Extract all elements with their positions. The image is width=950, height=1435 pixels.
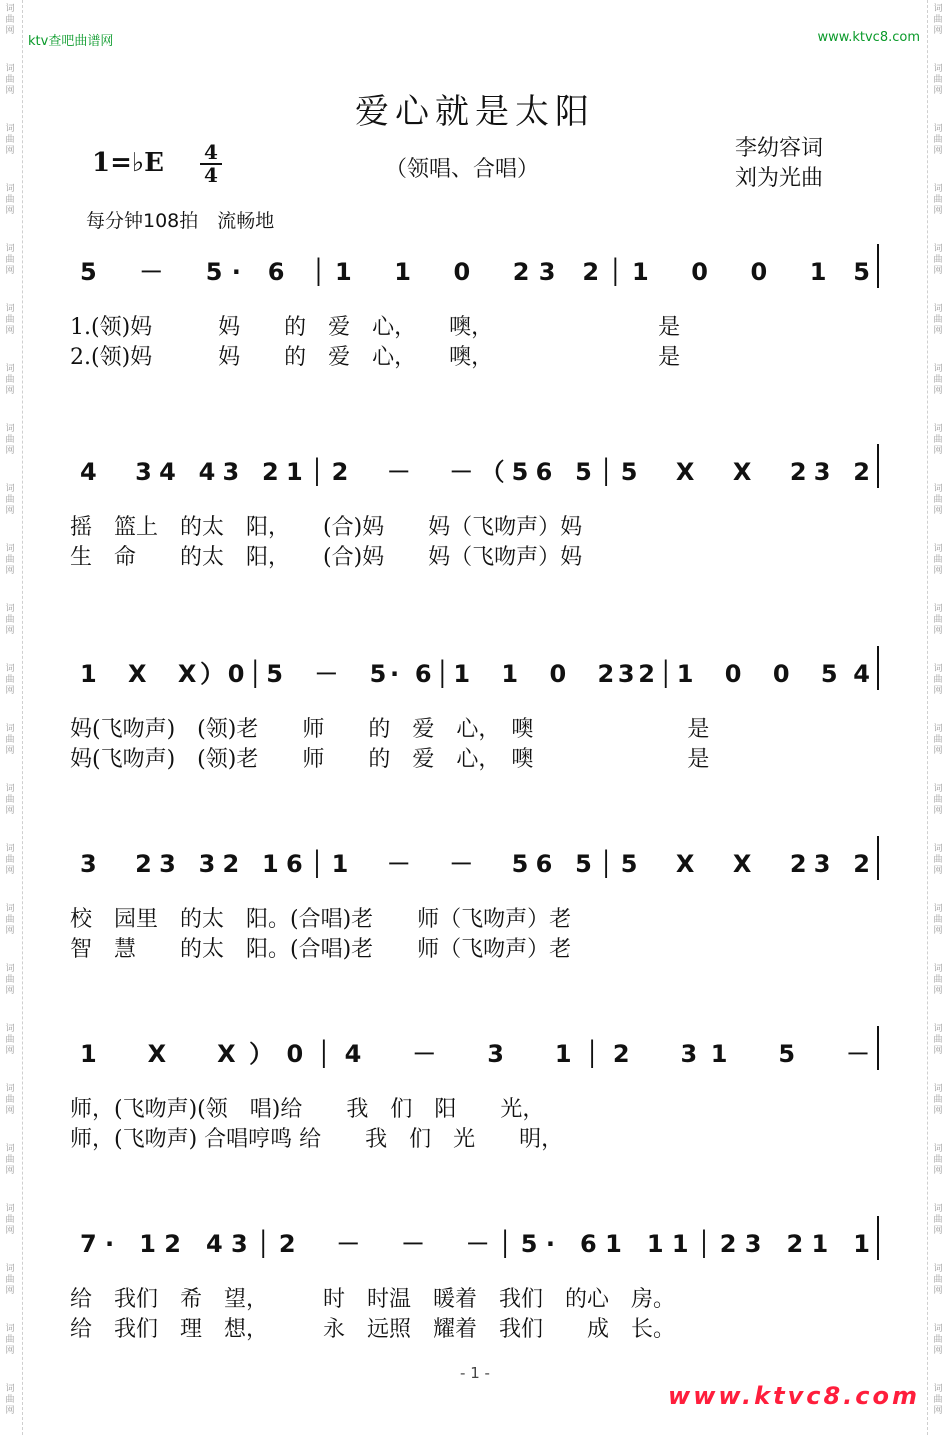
watermark-mark: 词 曲 网 <box>5 184 15 216</box>
numbered-notes: 4 34 43 21│2 － －（56 5│5 X X 23 2 <box>80 458 871 486</box>
numbered-notes: 5 － 5· 6 │1 1 0 23 2│1 0 0 1 5 <box>80 258 870 286</box>
watermark-mark: 词 曲 网 <box>933 1324 943 1356</box>
lyric-verse-2: 妈(飞吻声) (领)老 师 的 爱 心， 噢 是 <box>70 747 710 772</box>
watermark-mark: 词 曲 网 <box>5 544 15 576</box>
watermark-mark: 词 曲 网 <box>5 844 15 876</box>
lyric-verse-1: 妈(飞吻声) (领)老 师 的 爱 心， 噢 是 <box>70 717 710 742</box>
notation-line <box>0 640 950 710</box>
time-signature-numerator: 4 <box>200 142 222 165</box>
watermark-mark: 词 曲 网 <box>5 424 15 456</box>
lyric-verse-2: 给 我们 理 想， 永 远照 耀着 我们 成 长。 <box>70 1317 676 1342</box>
watermark-mark: 词 曲 网 <box>5 304 15 336</box>
numbered-notes: 7· 12 43│2 － － －│5· 61 11│23 21 1 <box>80 1230 870 1258</box>
lyric-verse-2: 生 命 的太 阳， (合)妈 妈（飞吻声）妈 <box>70 545 583 570</box>
site-logo-bottom[interactable]: www.ktvc8.com <box>668 1382 920 1410</box>
lyric-verse-2: 智 慧 的太 阳。(合唱)老 师（飞吻声）老 <box>70 937 572 962</box>
watermark-mark: 词 曲 网 <box>933 604 943 636</box>
lyricist-credit: 李幼容词 <box>735 136 824 161</box>
numbered-notes: 1 X X）0│4 － 3 1│2 31 5 － <box>80 1040 870 1068</box>
lyric-verse-2: 2.(领)妈 妈 的 爱 心， 噢， 是 <box>70 345 681 370</box>
watermark-mark: 词 曲 网 <box>933 124 943 156</box>
watermark-mark: 词 曲 网 <box>5 904 15 936</box>
watermark-mark: 词 曲 网 <box>5 364 15 396</box>
watermark-mark: 词 曲 网 <box>933 544 943 576</box>
watermark-mark: 词 曲 网 <box>933 1024 943 1056</box>
watermark-mark: 词 曲 网 <box>933 844 943 876</box>
watermark-mark: 词 曲 网 <box>933 424 943 456</box>
watermark-mark: 词 曲 网 <box>5 1324 15 1356</box>
watermark-mark: 词 曲 网 <box>5 244 15 276</box>
key-signature: 1=♭E <box>92 148 164 178</box>
watermark-mark: 词 曲 网 <box>933 784 943 816</box>
watermark-mark: 词 曲 网 <box>933 1204 943 1236</box>
lyric-verse-1: 给 我们 希 望， 时 时温 暖着 我们 的心 房。 <box>70 1287 676 1312</box>
watermark-mark: 词 曲 网 <box>933 244 943 276</box>
watermark-mark: 词 曲 网 <box>933 4 943 36</box>
watermark-mark: 词 曲 网 <box>5 724 15 756</box>
lyric-verse-1: 1.(领)妈 妈 的 爱 心， 噢， 是 <box>70 315 681 340</box>
watermark-mark: 词 曲 网 <box>5 1204 15 1236</box>
watermark-mark: 词 曲 网 <box>5 784 15 816</box>
notation-line <box>0 1210 950 1280</box>
notation-line <box>0 238 950 308</box>
score-system <box>0 640 950 830</box>
watermark-mark: 词 曲 网 <box>933 904 943 936</box>
score-system <box>0 1020 950 1210</box>
site-name-top-left[interactable]: ktv查吧曲谱网 <box>28 34 114 49</box>
numbered-notes: 1 X X）0│5 － 5· 6│1 1 0 232│1 0 0 5 4 <box>80 660 870 688</box>
site-url-top-right[interactable]: www.ktvc8.com <box>817 30 920 45</box>
watermark-mark: 词 曲 网 <box>5 1384 15 1416</box>
watermark-mark: 词 曲 网 <box>5 664 15 696</box>
watermark-mark: 词 曲 网 <box>933 484 943 516</box>
time-signature <box>200 142 222 186</box>
tempo-marking: 每分钟108拍 流畅地 <box>86 210 275 232</box>
watermark-mark: 词 曲 网 <box>933 964 943 996</box>
watermark-mark: 词 曲 网 <box>933 724 943 756</box>
watermark-mark: 词 曲 网 <box>5 1144 15 1176</box>
credits <box>735 134 823 194</box>
numbered-notes: 3 23 32 16│1 － － 56 5│5 X X 23 2 <box>80 850 871 878</box>
watermark-mark: 词 曲 网 <box>933 304 943 336</box>
lyric-verse-1: 摇 篮上 的太 阳， (合)妈 妈（飞吻声）妈 <box>70 515 583 540</box>
score-system <box>0 438 950 628</box>
watermark-mark: 词 曲 网 <box>933 1384 943 1416</box>
watermark-mark: 词 曲 网 <box>5 964 15 996</box>
notation-line <box>0 438 950 508</box>
watermark-mark: 词 曲 网 <box>5 124 15 156</box>
watermark-mark: 词 曲 网 <box>5 64 15 96</box>
watermark-mark: 词 曲 网 <box>5 1024 15 1056</box>
lyric-verse-1: 师，(飞吻声)(领 唱)给 我 们 阳 光， <box>70 1097 545 1122</box>
score-system <box>0 238 950 428</box>
watermark-mark: 词 曲 网 <box>933 64 943 96</box>
notation-line <box>0 830 950 900</box>
watermark-mark: 词 曲 网 <box>5 484 15 516</box>
page-number: - 1 - <box>460 1364 490 1382</box>
score-system <box>0 830 950 1020</box>
song-title: 爱心就是太阳 <box>355 92 595 132</box>
watermark-mark: 词 曲 网 <box>933 1264 943 1296</box>
watermark-mark: 词 曲 网 <box>933 1144 943 1176</box>
watermark-mark: 词 曲 网 <box>5 1264 15 1296</box>
watermark-mark: 词 曲 网 <box>5 1084 15 1116</box>
notation-line <box>0 1020 950 1090</box>
watermark-mark: 词 曲 网 <box>933 1084 943 1116</box>
watermark-mark: 词 曲 网 <box>933 364 943 396</box>
watermark-mark: 词 曲 网 <box>933 184 943 216</box>
watermark-mark: 词 曲 网 <box>5 604 15 636</box>
performance-note: （领唱、合唱） <box>385 157 540 182</box>
time-signature-denominator: 4 <box>204 163 218 187</box>
composer-credit: 刘为光曲 <box>735 166 824 191</box>
watermark-mark: 词 曲 网 <box>933 664 943 696</box>
lyric-verse-2: 师，(飞吻声) 合唱哼鸣 给 我 们 光 明， <box>70 1127 564 1152</box>
watermark-mark: 词 曲 网 <box>5 4 15 36</box>
lyric-verse-1: 校 园里 的太 阳。(合唱)老 师（飞吻声）老 <box>70 907 572 932</box>
